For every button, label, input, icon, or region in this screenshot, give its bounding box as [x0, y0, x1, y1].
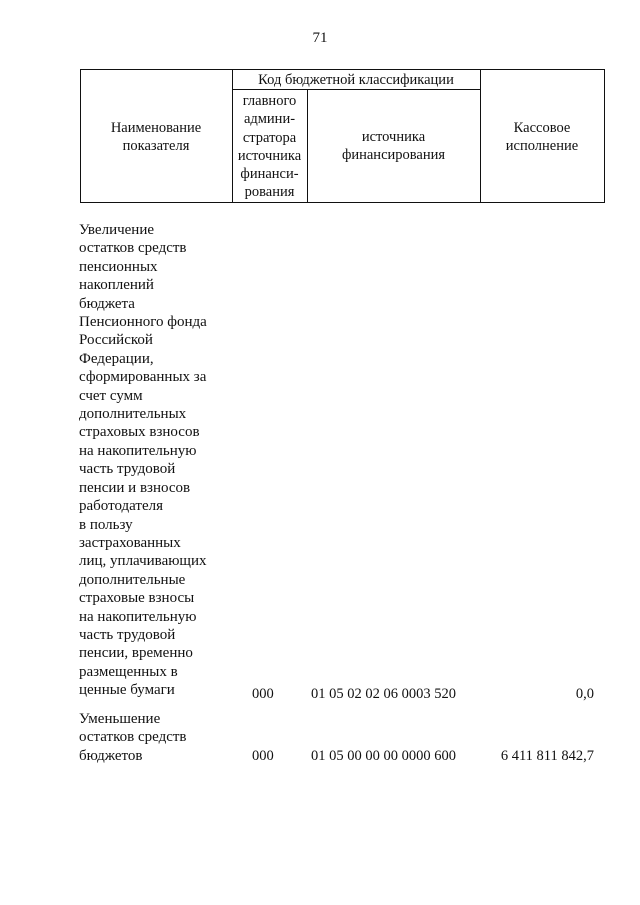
group-divider-line: [232, 89, 480, 90]
page-number: 71: [312, 30, 328, 46]
header-source-column: источника финансирования: [341, 129, 446, 163]
row-budget-code: 01 05 00 00 00 0000 600: [311, 748, 456, 764]
row-amount: 6 411 811 842,7: [500, 748, 594, 764]
header-budget-code-group: Код бюджетной классификации: [258, 72, 454, 88]
row-name: Уменьшение остатков средств бюджетов: [79, 711, 187, 764]
header-execution-column: Кассовое исполнение: [505, 120, 579, 154]
row-admin-code: 000: [252, 686, 274, 702]
row-amount: 0,0: [575, 686, 594, 702]
header-admin-column: главного админи- стратора источника финанси- рования: [237, 93, 302, 201]
header-top-border: [80, 69, 604, 70]
row-admin-code: 000: [252, 748, 274, 764]
header-name-column: Наименование показателя: [110, 120, 202, 154]
row-budget-code: 01 05 02 02 06 0003 520: [311, 686, 456, 702]
header-bottom-border: [80, 202, 604, 203]
header-right-border: [604, 69, 605, 203]
row-name: Увеличение остатков средств пенсионных накоплений бюджета Пенсионного фонда Российской Федерации, сформированных за счет сумм дополнительных страховых взносов на накопительную часть трудовой пенсии и взносов работодателя в пользу застрахованных лиц, уплачивающих дополнительные страховые взносы на накопительную часть трудовой пенсии, временно размещенных в ценные бумаги: [79, 222, 207, 699]
